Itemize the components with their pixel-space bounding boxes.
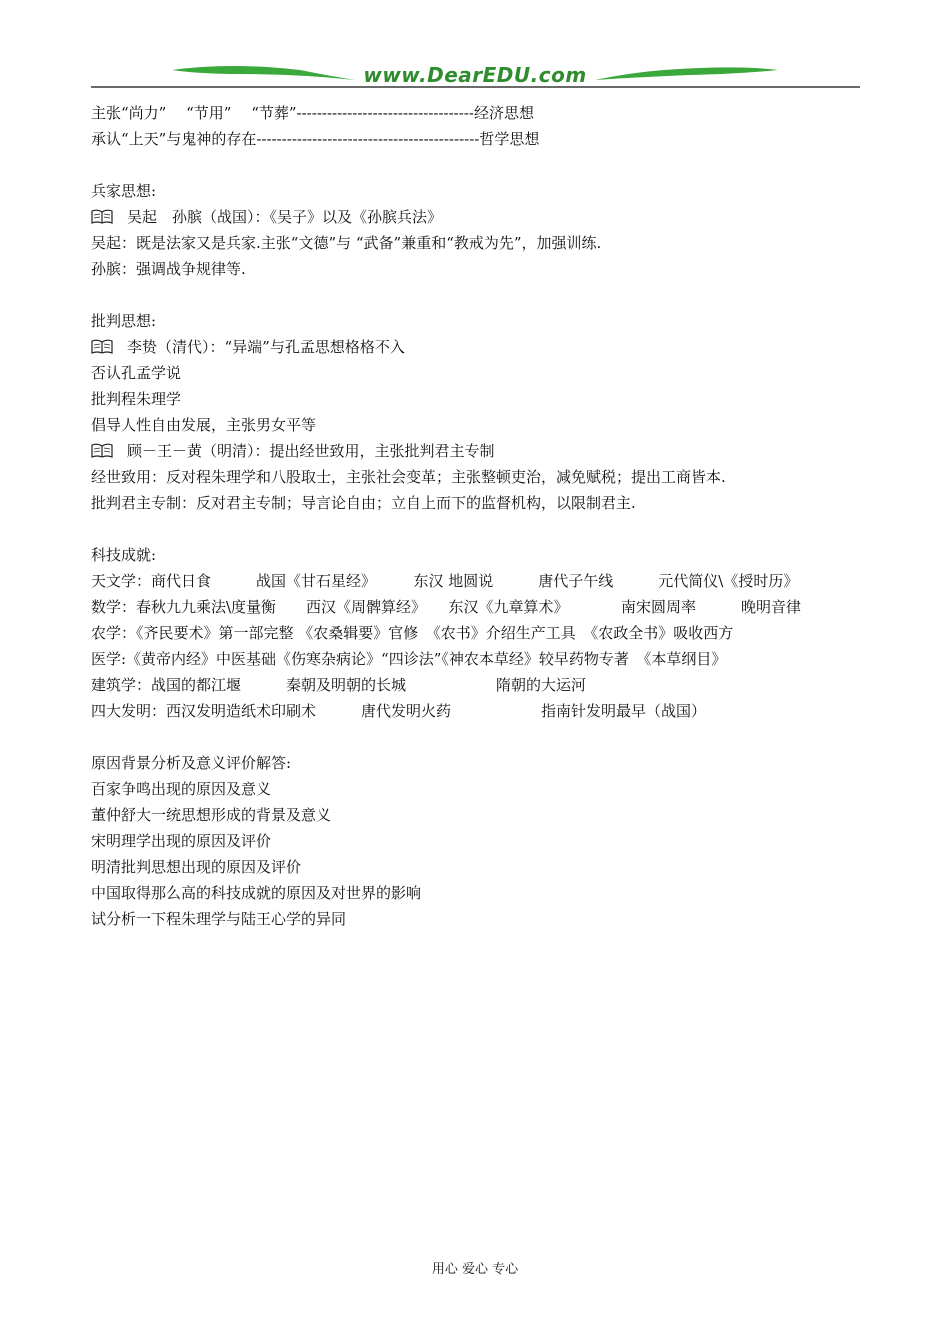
blank-line xyxy=(91,724,871,750)
text-line xyxy=(91,334,871,360)
line-text: 中国取得那么高的科技成就的原因及对世界的影响 xyxy=(91,884,422,902)
text-line xyxy=(91,360,871,386)
line-text: 孙膑：强调战争规律等. xyxy=(91,260,246,278)
text-line xyxy=(91,646,871,672)
header-logo-text: www.DearEDU.com xyxy=(363,63,587,87)
line-text: 建筑学：战国的都江堰 秦朝及明朝的长城 隋朝的大运河 xyxy=(91,676,587,694)
book-icon xyxy=(91,206,113,221)
line-text: 倡导人性自由发展，主张男女平等 xyxy=(91,416,317,434)
text-line xyxy=(91,256,871,282)
line-text: 兵家思想: xyxy=(91,182,157,200)
line-text: 农学：《齐民要术》第一部完整 《农桑辑要》官修 《农书》介绍生产工具 《农政全书》吸收西方 xyxy=(91,624,734,642)
book-icon xyxy=(91,336,113,351)
text-line xyxy=(91,308,871,334)
blank-line xyxy=(91,516,871,542)
document-body xyxy=(91,100,871,932)
line-text: 经世致用：反对程朱理学和八股取士，主张社会变革；主张整顿吏治，减免赋税；提出工商皆本. xyxy=(91,468,726,486)
book-icon xyxy=(91,440,113,455)
line-text: 吴起：既是法家又是兵家.主张“文德”与 “武备”兼重和“教戒为先”，加强训练. xyxy=(91,234,602,252)
text-line xyxy=(91,880,871,906)
line-text: 主张“尚力” “节用” “节葬”-----------------------------------经济思想 xyxy=(91,104,534,122)
line-text: 科技成就: xyxy=(91,546,157,564)
text-line xyxy=(91,178,871,204)
line-text: 四大发明：西汉发明造纸术印刷术 唐代发明火药 指南针发明最早（战国） xyxy=(91,702,707,720)
line-text: 试分析一下程朱理学与陆王心学的异同 xyxy=(91,910,347,928)
line-text: 批判思想: xyxy=(91,312,157,330)
text-line xyxy=(91,776,871,802)
line-text: 否认孔孟学说 xyxy=(91,364,182,382)
line-text: 原因背景分析及意义评价解答: xyxy=(91,754,292,772)
line-text: 顾－王－黄（明清）：提出经世致用，主张批判君主专制 xyxy=(127,442,495,460)
line-text: 数学：春秋九九乘法\度量衡 西汉《周髀算经》 东汉《九章算术》 南宋圆周率 晚明音律 xyxy=(91,598,802,616)
text-line xyxy=(91,100,871,126)
line-text: 批判程朱理学 xyxy=(91,390,182,408)
line-text: 吴起 孙膑（战国）：《吴子》以及《孙膑兵法》 xyxy=(127,208,443,226)
line-text: 医学:《黄帝内经》中医基础《伤寒杂病论》“四诊法”《神农本草经》较早药物专著 《本草纲目》 xyxy=(91,650,727,668)
line-text: 明清批判思想出现的原因及评价 xyxy=(91,858,302,876)
text-line xyxy=(91,490,871,516)
text-line xyxy=(91,386,871,412)
text-line xyxy=(91,126,871,152)
line-text: 百家争鸣出现的原因及意义 xyxy=(91,780,272,798)
blank-line xyxy=(91,152,871,178)
text-line xyxy=(91,542,871,568)
text-line xyxy=(91,438,871,464)
text-line xyxy=(91,204,871,230)
text-line xyxy=(91,906,871,932)
line-text: 承认“上天”与鬼神的存在--------------------------------------------哲学思想 xyxy=(91,130,540,148)
text-line xyxy=(91,750,871,776)
text-line xyxy=(91,802,871,828)
text-line xyxy=(91,620,871,646)
line-text: 宋明理学出现的原因及评价 xyxy=(91,832,272,850)
text-line xyxy=(91,464,871,490)
text-line xyxy=(91,594,871,620)
page-header xyxy=(0,0,950,100)
text-line xyxy=(91,828,871,854)
text-line xyxy=(91,698,871,724)
text-line xyxy=(91,412,871,438)
blank-line xyxy=(91,282,871,308)
line-text: 天文学：商代日食 战国《甘石星经》 东汉 地圆说 唐代子午线 元代简仪\《授时历》 xyxy=(91,572,799,590)
text-line xyxy=(91,854,871,880)
text-line xyxy=(91,230,871,256)
page-footer: 用心 爱心 专心 xyxy=(431,1262,519,1277)
text-line xyxy=(91,672,871,698)
line-text: 董仲舒大一统思想形成的背景及意义 xyxy=(91,806,332,824)
text-line xyxy=(91,568,871,594)
line-text: 李贽（清代）：“异端”与孔孟思想格格不入 xyxy=(127,338,405,356)
line-text: 批判君主专制：反对君主专制；导言论自由；立自上而下的监督机构，以限制君主. xyxy=(91,494,636,512)
